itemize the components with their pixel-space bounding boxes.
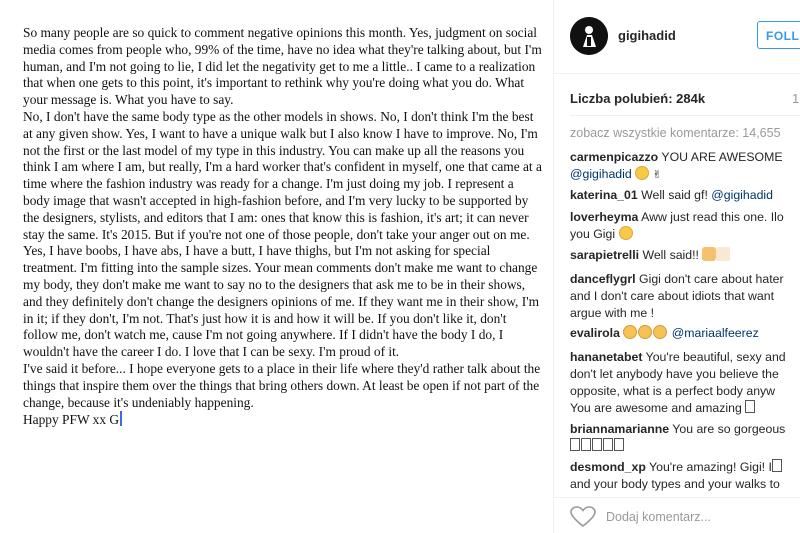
comment-text: You're amazing! Gigi! I — [645, 460, 772, 474]
likes-right-fragment: 1 — [792, 91, 800, 106]
clapping-emoji-icon — [702, 247, 716, 261]
comment-text: Well said gf! — [637, 188, 712, 202]
comment-item — [570, 247, 800, 264]
comment-text: You're beautiful, sexy and — [642, 350, 786, 364]
blushing-emoji-icon — [653, 325, 667, 339]
blushing-emoji-icon — [623, 325, 637, 339]
heart-icon[interactable] — [570, 506, 596, 528]
blushing-emoji-icon — [638, 325, 652, 339]
avatar[interactable] — [570, 17, 608, 55]
comment-mention[interactable]: @mariaalfeerez — [671, 326, 759, 340]
add-comment-input[interactable]: Dodaj komentarz... — [606, 510, 711, 524]
avatar-image-icon — [570, 17, 608, 55]
comment-username[interactable]: evalirola — [570, 326, 620, 340]
skin-tone-emoji-icon — [716, 247, 730, 261]
comment-username[interactable]: briannamarianne — [570, 422, 670, 436]
unknown-glyphs-icon — [570, 439, 625, 453]
view-all-comments-link[interactable]: zobacz wszystkie komentarze: 14,655 — [570, 126, 781, 140]
comment-text-line3: opposite, what is a perfect body anyw — [570, 384, 776, 398]
comment-text-line2: you Gigi — [570, 227, 616, 241]
follow-button[interactable]: FOLL — [757, 21, 800, 49]
victory-hand-emoji-icon: ✌ — [652, 169, 662, 181]
comment-text: Well said!! — [639, 248, 703, 262]
comment-item — [570, 325, 800, 342]
comment-mention[interactable]: @gigihadid — [711, 188, 773, 202]
likes-count[interactable]: Liczba polubień: 284k — [570, 91, 706, 106]
comment-text-line3: argue with me ! — [570, 306, 655, 320]
text-cursor — [120, 411, 122, 426]
unknown-glyph-icon — [745, 400, 755, 413]
post-paragraph-3: I've said it before... I hope everyone gets to a place in their life where they'd rather talk about the things that inspire them over the things that bring others down. At least be open if not part of the change, because it's undeniably happening. — [23, 360, 541, 410]
unknown-glyph-icon — [772, 459, 782, 472]
post-signoff — [23, 411, 543, 429]
post-caption-text — [23, 25, 543, 429]
post-header — [554, 0, 800, 74]
post-sidebar — [554, 0, 800, 533]
comment-item — [570, 459, 800, 493]
comment-username[interactable]: desmond_xp — [570, 460, 646, 474]
comment-footer — [554, 497, 800, 533]
comment-username[interactable]: hananetabet — [570, 350, 643, 364]
post-paragraph-2: No, I don't have the same body type as the other models in shows. No, I don't think I'm the best at any given show. Yes, I want to have a unique walk but I also know I have to improve. No, I'm not the first or the last model of my type in this industry. You can make up all the reasons you think I am where I am, but really, I'm a hard worker that's confident in myself, one that came at a time where the fashion industry was ready for a change. I'm just doing my job. I represent a body image that wasn't accepted in high-fashion before, and I'm very lucky to be supported by the designers, stylists, and editors that I am: ones that know this is fashion, it's art; it can never stay the same. It's 2015. But if you're not one of those people, don't take your anger out on me. Yes, I have boobs, I have abs, I have a butt, I have thighs, but I'm not asking for special treatment. I'm fitting into the sample sizes. Your mean comments don't make me want to change my body, they don't make me want to say no to the designers that ask me to be in their shows, and they definitely don't change the designers opinions of me. If they want me in their show, I'm in it; if they don't, I'm not. That's just how it is and how it will be. If you don't like it, don't follow me, don't watch me, cause I'm not going anywhere. If I didn't have the body I do, I wouldn't have the career I do. I love that I can be sexy. I'm proud of it. — [23, 108, 542, 360]
post-signoff-text: Happy PFW xx G — [23, 412, 120, 428]
comment-username[interactable]: katerina_01 — [570, 188, 638, 202]
comment-username[interactable]: danceflygrl — [570, 272, 636, 286]
comment-item — [570, 349, 800, 417]
comment-text-line4: You are awesome and amazing — [570, 401, 742, 415]
comment-text-line2: don't let anybody have you believe the — [570, 367, 779, 381]
comment-username[interactable]: sarapietrelli — [570, 248, 640, 262]
comment-text: Aww just read this one. Ilo — [638, 210, 784, 224]
comment-item — [570, 187, 800, 204]
comment-item — [570, 421, 800, 455]
comment-text: You are so gorgeous — [669, 422, 786, 436]
post-paragraph-1: So many people are so quick to comment negative opinions this month. Yes, judgment on social media comes from people who, 99% of the time, have no idea what they're talking about, but I'm human, and I'm not going to lie, I did let the negativity get to me a little.. I came to a realization that when one gets to this point, it's important to rethink why you're doing what you do. What your message is. What you have to say. — [23, 25, 542, 108]
comment-text: YOU ARE AWESOME — [658, 150, 783, 164]
comment-username[interactable]: carmenpicazzo — [570, 150, 659, 164]
comment-text-line2: and I don't care about idiots that want — [570, 289, 775, 303]
header-username[interactable]: gigihadid — [618, 28, 676, 43]
comment-text: Gigi don't care about hater — [635, 272, 784, 286]
comment-text-line2: and your body types and your walks to — [570, 477, 780, 491]
comment-item — [570, 209, 800, 243]
divider — [570, 115, 800, 116]
kiss-emoji-icon — [619, 226, 633, 240]
comment-item — [570, 271, 800, 322]
laughing-emoji-icon — [635, 166, 649, 180]
comment-username[interactable]: loverheyma — [570, 210, 639, 224]
comment-mention[interactable]: @gigihadid — [570, 167, 632, 181]
comment-item — [570, 149, 800, 184]
